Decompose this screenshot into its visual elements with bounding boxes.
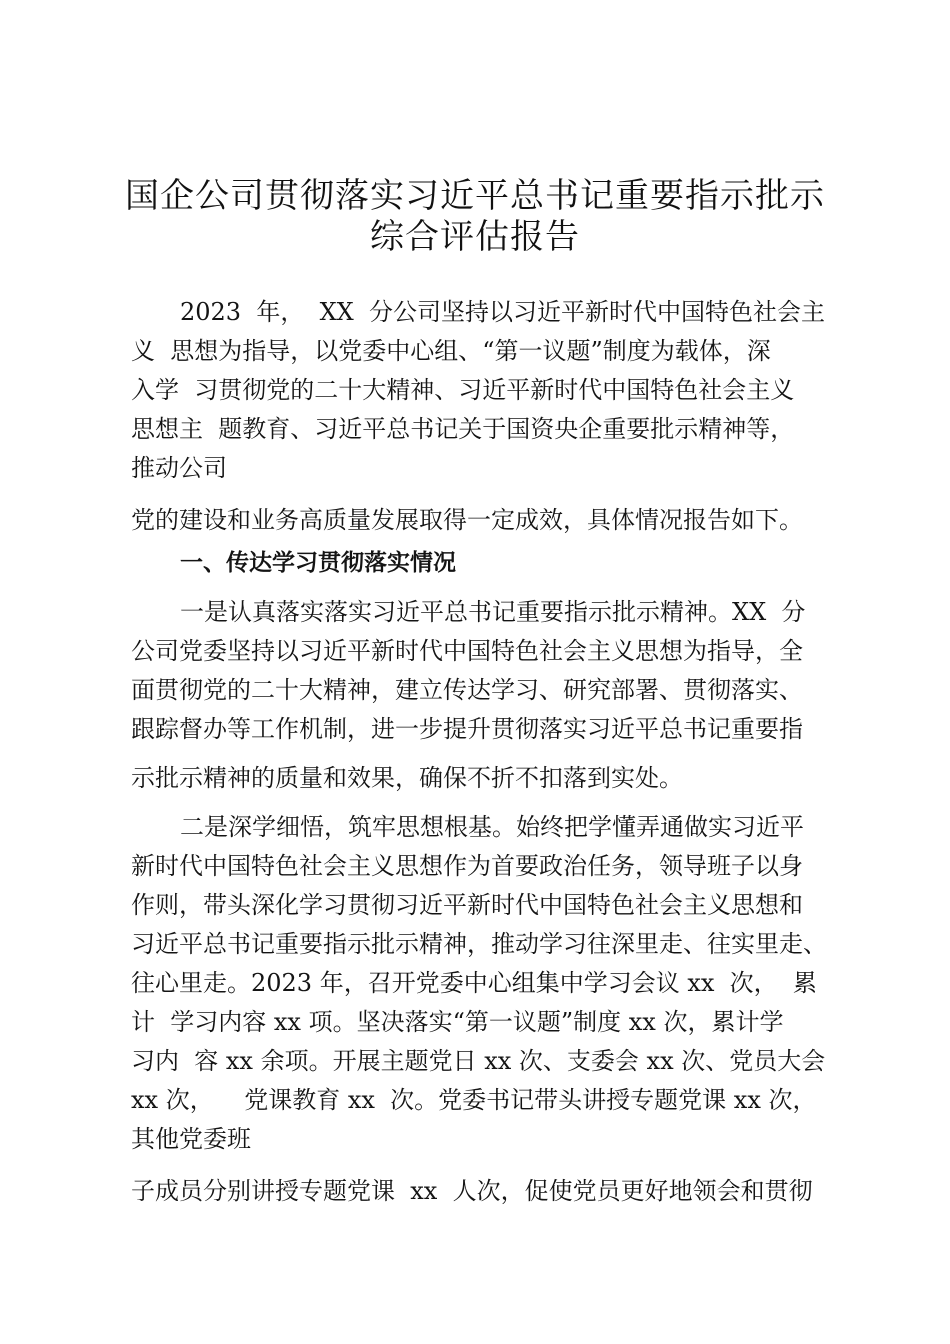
intro-line: 党的建设和业务高质量发展取得一定成效，具体情况报告如下。	[131, 506, 803, 534]
paragraph-line: 其他党委班	[131, 1125, 251, 1153]
paragraph-line: 计 学习内容 xx 项。坚决落实“第一议题”制度 xx 次，累计学	[131, 1008, 784, 1036]
paragraph-line: 习近平总书记重要指示批示精神，推动学习往深里走、往实里走、	[131, 930, 827, 958]
paragraph-line: 一是认真落实落实习近平总书记重要指示批示精神。XX 分	[180, 598, 806, 626]
paragraph-line: 跟踪督办等工作机制，进一步提升贯彻落实习近平总书记重要指	[131, 715, 803, 743]
paragraph-line: 习内 容 xx 余项。开展主题党日 xx 次、支委会 xx 次、党员大会	[131, 1047, 826, 1075]
intro-line: 义 思想为指导，以党委中心组、“第一议题”制度为载体，深	[131, 337, 771, 365]
paragraph-line: 示批示精神的质量和效果，确保不折不扣落到实处。	[131, 764, 683, 792]
paragraph-line: 二是深学细悟，筑牢思想根基。始终把学懂弄通做实习近平	[180, 813, 804, 841]
intro-line: 推动公司	[131, 454, 227, 482]
paragraph-line: 往心里走。2023 年，召开党委中心组集中学习会议 xx 次， 累	[131, 969, 817, 997]
paragraph-line: 子成员分别讲授专题党课 xx 人次，促使党员更好地领会和贯彻	[131, 1177, 813, 1205]
paragraph-line: 新时代中国特色社会主义思想作为首要政治任务，领导班子以身	[131, 852, 803, 880]
intro-line: 思想主 题教育、习近平总书记关于国资央企重要批示精神等，	[131, 415, 795, 443]
section-heading: 一、传达学习贯彻落实情况	[180, 550, 456, 576]
paragraph-line: 作则，带头深化学习贯彻习近平新时代中国特色社会主义思想和	[131, 891, 803, 919]
paragraph-line: xx 次， 党课教育 xx 次。党委书记带头讲授专题党课 xx 次，	[131, 1086, 817, 1114]
document-title-line2: 综合评估报告	[370, 217, 580, 257]
intro-line: 入学 习贯彻党的二十大精神、习近平新时代中国特色社会主义	[131, 376, 795, 404]
intro-line: 2023 年， XX 分公司坚持以习近平新时代中国特色社会主	[180, 298, 826, 326]
document-title-line1: 国企公司贯彻落实习近平总书记重要指示批示	[125, 176, 825, 216]
paragraph-line: 面贯彻党的二十大精神，建立传达学习、研究部署、贯彻落实、	[131, 676, 803, 704]
paragraph-line: 公司党委坚持以习近平新时代中国特色社会主义思想为指导，全	[131, 637, 803, 665]
